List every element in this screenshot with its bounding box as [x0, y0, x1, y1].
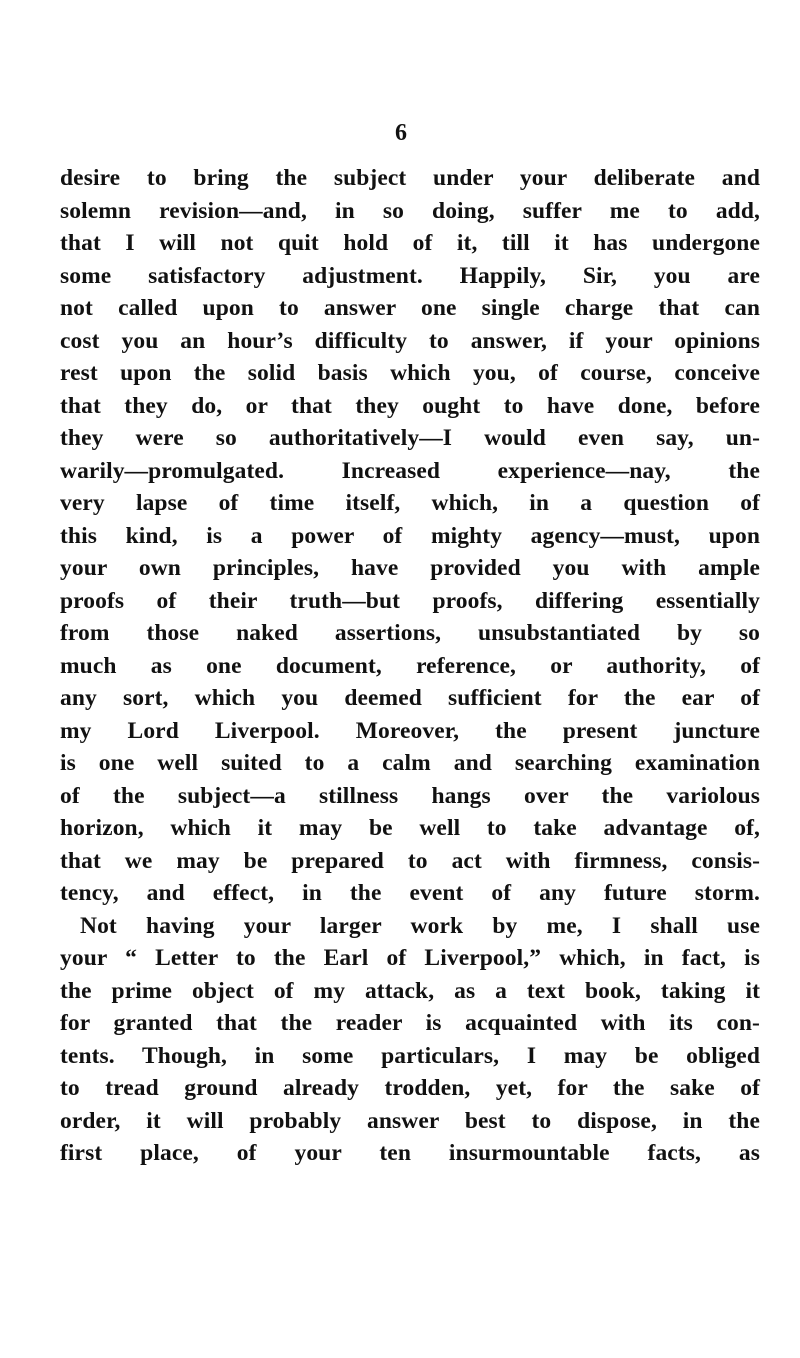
text-line: from those naked assertions, unsubstantiated by so	[60, 620, 760, 646]
text-line: that I will not quit hold of it, till it has undergone	[60, 230, 760, 256]
text-line: that we may be prepared to act with firmness, consis-	[60, 847, 760, 874]
text-line: desire to bring the subject under your deliberate and	[60, 165, 760, 191]
text-line: tency, and effect, in the event of any future storm.	[60, 880, 760, 906]
text-line: solemn revision—and, in so doing, suffer me to add,	[60, 197, 760, 224]
text-line: first place, of your ten insurmountable facts, as	[60, 1140, 760, 1166]
text-line: tents. Though, in some particulars, I may be obliged	[60, 1042, 760, 1069]
text-line: your own principles, have provided you with ample	[60, 555, 760, 581]
text-line: order, it will probably answer best to dispose, in the	[60, 1107, 760, 1134]
text-line: some satisfactory adjustment. Happily, Sir, you are	[60, 262, 760, 289]
text-line: much as one document, reference, or authority, of	[60, 652, 760, 679]
text-line: of the subject—a stillness hangs over the variolous	[60, 782, 760, 809]
text-line: not called upon to answer one single charge that can	[60, 295, 760, 321]
text-line: very lapse of time itself, which, in a question of	[60, 490, 760, 516]
text-line: is one well suited to a calm and searching examination	[60, 750, 760, 776]
text-line: any sort, which you deemed sufficient for the ear of	[60, 685, 760, 711]
text-line: your “ Letter to the Earl of Liverpool,” which, in fact, is	[60, 945, 760, 971]
text-line: this kind, is a power of mighty agency—must, upon	[60, 522, 760, 549]
text-line: my Lord Liverpool. Moreover, the present juncture	[60, 717, 760, 744]
text-line: to tread ground already trodden, yet, for the sake of	[60, 1075, 760, 1101]
text-line: that they do, or that they ought to have done, before	[60, 392, 760, 419]
text-line: they were so authoritatively—I would even say, un-	[60, 425, 760, 451]
text-line: horizon, which it may be well to take advantage of,	[60, 815, 760, 841]
text-line: for granted that the reader is acquainted with its con-	[60, 1010, 760, 1036]
page-number: 6	[395, 120, 407, 146]
text-line-paragraph-start: Not having your larger work by me, I shall use	[80, 912, 760, 939]
text-line: the prime object of my attack, as a text book, taking it	[60, 977, 760, 1004]
body-text	[60, 162, 760, 1170]
text-line: rest upon the solid basis which you, of course, conceive	[60, 360, 760, 386]
text-line: cost you an hour’s difficulty to answer, if your opinions	[60, 327, 760, 354]
text-line: warily—promulgated. Increased experience—nay, the	[60, 457, 760, 484]
text-line: proofs of their truth—but proofs, differing essentially	[60, 587, 760, 614]
